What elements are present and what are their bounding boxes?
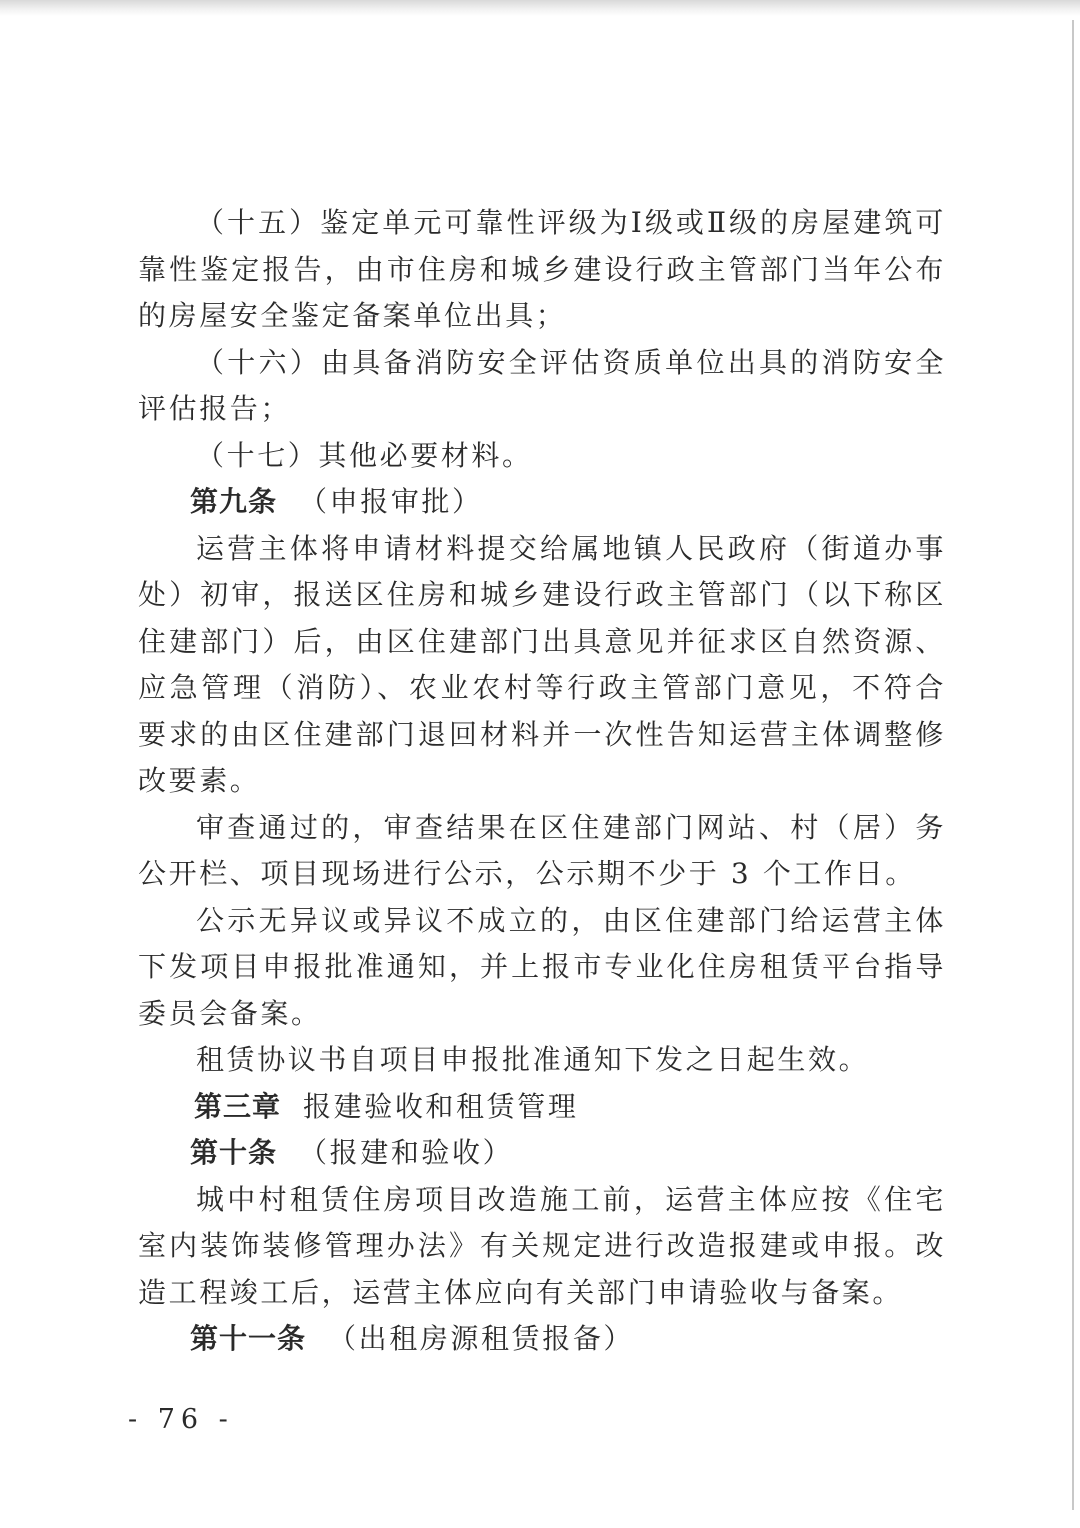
page-number: - 76 - (128, 1404, 234, 1435)
article-10-topic: （报建和验收） (299, 1136, 514, 1169)
chapter-3-heading (138, 1084, 946, 1131)
chapter-label: 第三章 (194, 1089, 282, 1123)
article-11-topic: （出租房源租赁报备） (328, 1322, 635, 1355)
article-10-label: 第十条 (190, 1136, 278, 1169)
article-11-label: 第十一条 (190, 1322, 307, 1355)
article-9-paragraph-4: 租赁协议书自项目申报批准通知下发之日起生效。 (196, 1043, 870, 1076)
article-10-heading (138, 1130, 946, 1177)
article-11-heading (138, 1316, 946, 1363)
article-9-topic: （申报审批） (299, 485, 483, 518)
clause-17: （十七）其他必要材料。 (196, 438, 533, 472)
scan-top-edge (0, 0, 1080, 16)
scan-right-edge (1072, 20, 1074, 1510)
article-10-paragraph-1: 城中村租赁住房项目改造施工前，运营主体应按《住宅室内装饰装修管理办法》有关规定进行改造报建或申报。改造工程竣工后，运营主体应向有关部门申请验收与备案。 (138, 1182, 946, 1309)
clause-15: （十五）鉴定单元可靠性评级为Ⅰ级或Ⅱ级的房屋建筑可靠性鉴定报告，由市住房和城乡建设行政主管部门当年公布的房屋安全鉴定备案单位出具； (138, 206, 946, 332)
article-9-label: 第九条 (190, 485, 278, 518)
chapter-title: 报建验收和租赁管理 (303, 1089, 579, 1123)
article-9-paragraph-2: 审查通过的，审查结果在区住建部门网站、村（居）务公开栏、项目现场进行公示，公示期不少于 3 个工作日。 (138, 810, 946, 890)
document-page (138, 200, 946, 1363)
article-9-heading (138, 479, 946, 526)
clause-16: （十六）由具备消防安全评估资质单位出具的消防安全评估报告； (138, 345, 946, 425)
article-9-paragraph-3: 公示无异议或异议不成立的，由区住建部门给运营主体下发项目申报批准通知，并上报市专业化住房租赁平台指导委员会备案。 (138, 903, 946, 1030)
article-9-paragraph-1: 运营主体将申请材料提交给属地镇人民政府（街道办事处）初审，报送区住房和城乡建设行政主管部门（以下称区住建部门）后，由区住建部门出具意见并征求区自然资源、应急管理（消防）、农业农村等行政主管部门意见，不符合要求的由区住建部门退回材料并一次性告知运营主体调整修改要素。 (138, 531, 946, 797)
